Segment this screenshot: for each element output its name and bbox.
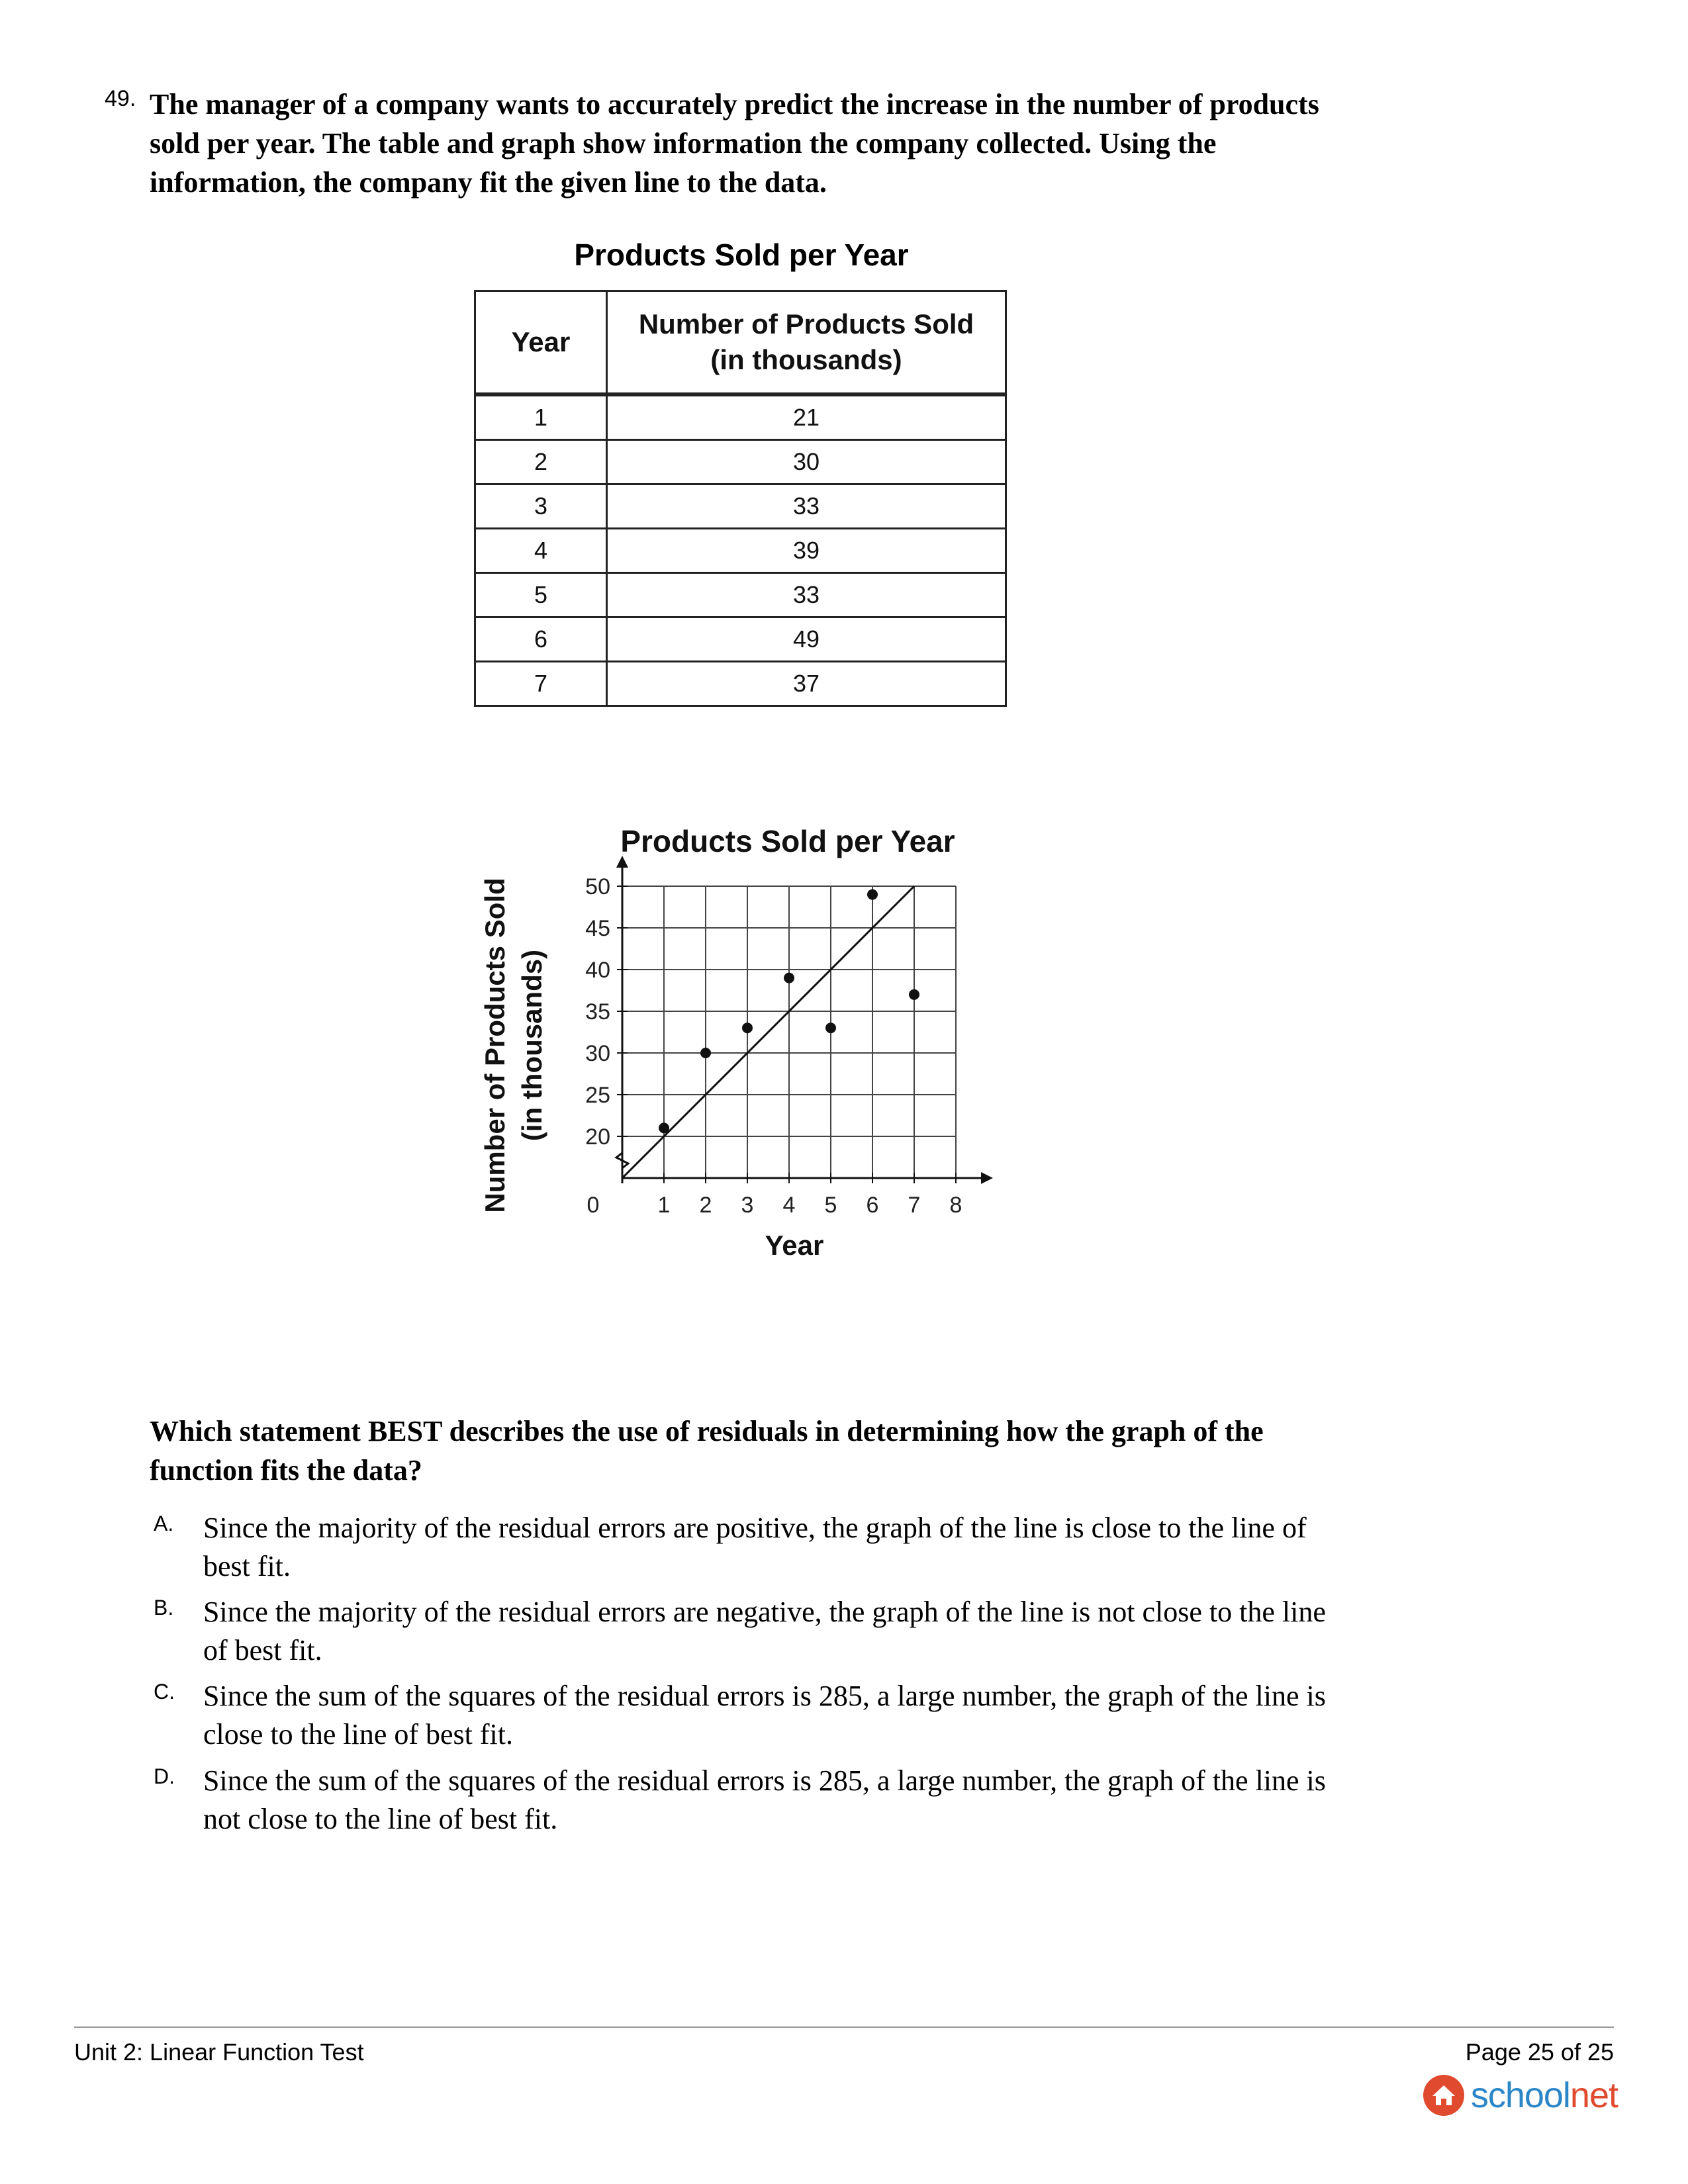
question-prompt: Which statement BEST describes the use of residuals in determining how the graph of the function fits the data? [150,1415,1264,1486]
products-table [474,290,1007,707]
option-letter: D. [154,1764,175,1788]
cell-year: 2 [475,440,607,484]
x-tick-label: 2 [699,1193,712,1218]
fit-line [622,886,914,1178]
x-tick-label: 3 [741,1193,754,1218]
y-tick-label: 45 [585,916,610,941]
x-tick-label: 1 [657,1193,671,1218]
y-tick-label: 30 [585,1041,610,1066]
cell-sold: 30 [607,440,1006,484]
schoolnet-logo [1422,2070,1618,2120]
cell-sold: 33 [607,573,1006,617]
data-point [700,1048,711,1058]
option-text: Since the majority of the residual errors are negative, the graph of the line is not close to the line of best fit. [203,1596,1326,1666]
x-tick-label: 5 [824,1193,837,1218]
house-icon [1422,2073,1466,2117]
table-row [475,529,1006,573]
table-row [475,617,1006,662]
option-text: Since the majority of the residual errors are positive, the graph of the line is close to the line of best fit. [203,1512,1307,1582]
cell-sold: 33 [607,484,1006,529]
data-point [867,889,878,900]
option-letter: B. [154,1596,174,1619]
option-text: Since the sum of the squares of the residual errors is 285, a large number, the graph of the line is close to the line of best fit. [203,1680,1326,1751]
cell-year: 6 [475,617,607,662]
header-products-line1: Number of Products Sold [638,308,974,340]
y-tick-label: 25 [585,1083,610,1108]
table-row [475,394,1006,440]
x-tick-label: 7 [908,1193,921,1218]
x-tick-label: 6 [866,1193,879,1218]
data-point [784,973,794,983]
question-number: 49. [105,86,136,111]
option-letter: A. [154,1512,174,1535]
footer-divider [74,2026,1614,2028]
cell-year: 5 [475,573,607,617]
x-axis-label: Year [765,1230,824,1261]
y-axis-label: Number of Products Sold [479,878,510,1213]
cell-year: 3 [475,484,607,529]
table-header-row [475,291,1006,395]
option-letter: C. [154,1680,175,1704]
y-tick-label: 40 [585,958,610,983]
x-axis-arrow [981,1172,993,1184]
table-row [475,484,1006,529]
cell-sold: 37 [607,662,1006,706]
cell-sold: 39 [607,529,1006,573]
data-point [909,989,919,1000]
cell-year: 1 [475,394,607,440]
cell-year: 4 [475,529,607,573]
x-tick-label: 8 [949,1193,962,1218]
y-tick-label: 35 [585,999,610,1024]
cell-year: 7 [475,662,607,706]
table-row [475,662,1006,706]
table-row [475,440,1006,484]
x-tick-label: 4 [782,1193,796,1218]
cell-sold: 21 [607,394,1006,440]
data-point [742,1023,753,1033]
y-tick-label: 20 [585,1124,610,1150]
y-tick-label: 50 [585,874,610,899]
table-title: Products Sold per Year [574,238,909,272]
header-products-line2: (in thousands) [710,344,902,375]
data-point [659,1122,669,1133]
footer-page-number: Page 25 of 25 [1465,2038,1614,2066]
header-year: Year [475,291,607,395]
origin-label: 0 [586,1193,600,1218]
y-axis-label-units: (in thousands) [516,949,547,1142]
question-stem: The manager of a company wants to accurately predict the increase in the number of products sold per year. The table and graph show information the company collected. Using the information, the company fit the given line to the data. [150,88,1319,199]
cell-sold: 49 [607,617,1006,662]
data-point [825,1023,836,1033]
option-text: Since the sum of the squares of the residual errors is 285, a large number, the graph of the line is not close to the line of best fit. [203,1764,1326,1835]
header-products [607,291,1006,395]
footer-test-title: Unit 2: Linear Function Test [74,2038,364,2066]
table-row [475,573,1006,617]
brand-school: school [1470,2075,1570,2115]
chart-title: Products Sold per Year [620,824,955,858]
brand-net: net [1570,2075,1618,2115]
scatter-chart [463,814,1033,1317]
